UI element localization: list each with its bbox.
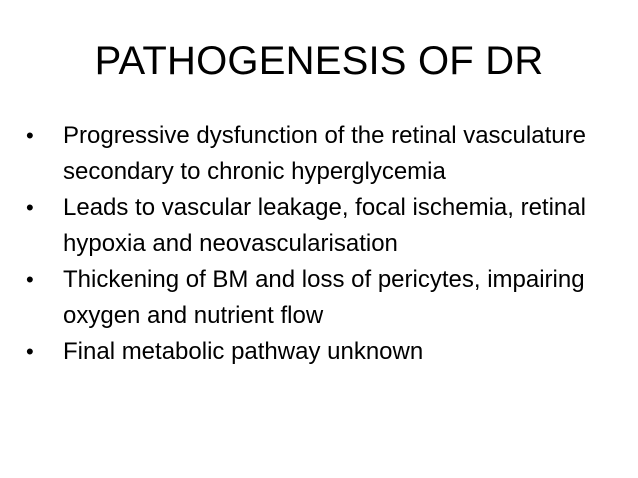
bullet-text: Final metabolic pathway unknown bbox=[63, 338, 424, 365]
bullet-list bbox=[26, 118, 601, 370]
bullet-icon: • bbox=[26, 123, 34, 148]
bullet-icon: • bbox=[26, 195, 34, 220]
bullet-item bbox=[26, 262, 601, 334]
bullet-item bbox=[26, 334, 601, 370]
slide-title: PATHOGENESIS OF DR bbox=[94, 39, 544, 83]
bullet-text: Progressive dysfunction of the retinal vasculature secondary to chronic hyperglycemia bbox=[63, 122, 586, 185]
bullet-item bbox=[26, 118, 601, 190]
bullet-item bbox=[26, 190, 601, 262]
bullet-text: Leads to vascular leakage, focal ischemia, retinal hypoxia and neovascularisation bbox=[63, 194, 586, 257]
bullet-icon: • bbox=[26, 339, 34, 364]
bullet-icon: • bbox=[26, 267, 34, 292]
bullet-text: Thickening of BM and loss of pericytes, impairing oxygen and nutrient flow bbox=[63, 266, 585, 329]
